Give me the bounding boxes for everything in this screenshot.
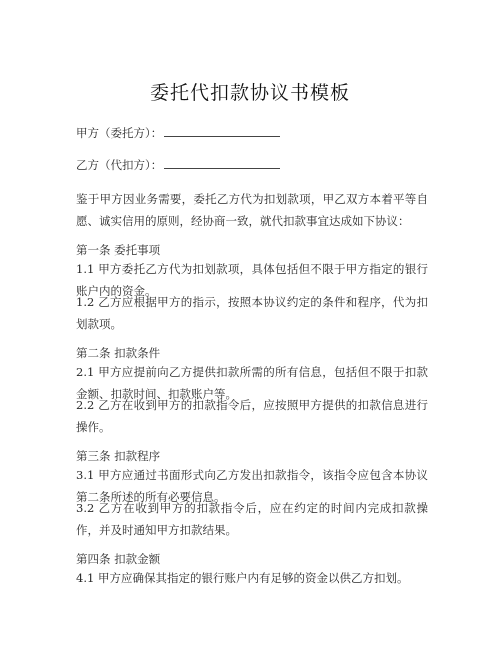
section-1-heading: 第一条 委托事项 xyxy=(76,243,161,257)
clause-3-1: 3.1 甲方应通过书面形式向乙方发出扣款指令，该指令应包含本协议第二条所述的所有必要信息。 xyxy=(76,468,428,504)
section-2-heading: 第二条 扣款条件 xyxy=(76,346,161,360)
party-a-blank-line xyxy=(164,126,280,137)
section-3-heading: 第三条 扣款程序 xyxy=(76,449,161,463)
party-a-field xyxy=(76,125,280,141)
party-b-blank-line xyxy=(164,158,280,169)
document-title: 委托代扣款协议书模板 xyxy=(149,82,350,104)
clause-4-1: 4.1 甲方应确保其指定的银行账户内有足够的资金以供乙方扣划。 xyxy=(76,571,409,585)
party-b-field xyxy=(76,157,280,173)
section-4-heading: 第四条 扣款金额 xyxy=(76,552,161,566)
clause-2-2: 2.2 乙方在收到甲方的扣款指令后，应按照甲方提供的扣款信息进行操作。 xyxy=(76,398,428,434)
clause-1-1: 1.1 甲方委托乙方代为扣划款项，具体包括但不限于甲方指定的银行账户内的资金。 xyxy=(76,262,428,298)
preamble-paragraph: 鉴于甲方因业务需要，委托乙方代为扣划款项，甲乙双方本着平等自愿、诚实信用的原则，经协商一致，就代扣款事宜达成如下协议： xyxy=(76,192,428,228)
party-b-label: 乙方（代扣方）： xyxy=(76,158,163,172)
party-a-label: 甲方（委托方）： xyxy=(76,126,163,140)
clause-3-2: 3.2 乙方在收到甲方的扣款指令后，应在约定的时间内完成扣款操作，并及时通知甲方扣款结果。 xyxy=(76,501,428,537)
clause-1-2: 1.2 乙方应根据甲方的指示，按照本协议约定的条件和程序，代为扣划款项。 xyxy=(76,295,428,331)
clause-2-1: 2.1 甲方应提前向乙方提供扣款所需的所有信息，包括但不限于扣款金额、扣款时间、扣款账户等。 xyxy=(76,365,428,401)
